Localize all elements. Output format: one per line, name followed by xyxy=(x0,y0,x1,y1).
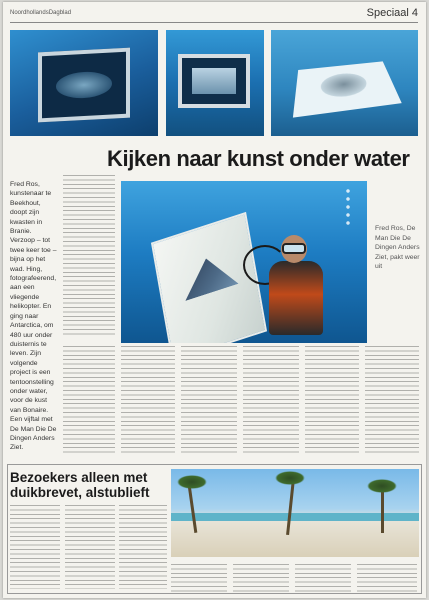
sidebar-column-3 xyxy=(119,505,167,589)
article-column-1 xyxy=(63,175,115,335)
article-intro: Fred Ros, kunstenaar te Beekhout, doopt zijn kwasten in Branie. Verzoop – tot twee keer toe – bijna op het wad. Hing, fotografeerend, aan een vliegende helikopter. En ging naar Antarctica, om 480 uur onder duisternis te leven. Zijn volgende project is een tentoonstelling onder water, voor de kust van Bonaire. Een vijftal met De Man Die De Dingen Anders Ziet. xyxy=(10,181,57,452)
palm-tree-icon xyxy=(275,471,305,485)
article-column-5 xyxy=(305,346,359,456)
article-column-3 xyxy=(181,346,237,456)
top-photo-middle xyxy=(166,30,264,136)
newspaper-page xyxy=(3,2,426,598)
top-photo-left xyxy=(10,30,158,136)
article-column-6 xyxy=(365,346,419,456)
bubbles xyxy=(345,187,351,227)
palm-tree-icon xyxy=(367,479,397,493)
masthead-paper-name: NoordhollandsDagblad xyxy=(10,10,72,16)
sidebar-column-5 xyxy=(233,564,289,594)
sidebar-column-6 xyxy=(295,564,351,594)
top-photo-right xyxy=(271,30,418,136)
diver-figure xyxy=(263,235,325,335)
article-headline: Kijken naar kunst onder water xyxy=(107,146,410,171)
palm-tree-icon xyxy=(177,475,207,489)
photo-caption: Fred Ros, De Man Die De Dingen Anders Ziet, pakt weer uit xyxy=(375,225,420,271)
sidebar-column-1 xyxy=(10,505,60,589)
sidebar-column-2 xyxy=(65,505,115,589)
section-label: Speciaal 4 xyxy=(366,7,418,19)
underwater-artwork xyxy=(38,48,130,123)
underwater-artwork xyxy=(293,61,402,117)
underwater-artwork xyxy=(178,54,250,108)
article-column-2 xyxy=(121,346,175,456)
sidebar-column-4 xyxy=(171,564,227,594)
masthead-rule xyxy=(10,22,418,23)
article-column-4 xyxy=(243,346,299,456)
beach-photo xyxy=(171,469,419,557)
main-photo-diver xyxy=(121,181,367,343)
sidebar-column-7 xyxy=(357,564,417,594)
dive-mask-icon xyxy=(282,243,306,254)
sidebar-headline: Bezoekers alleen met duikbrevet, alstublieft xyxy=(10,470,150,500)
article-column-1b xyxy=(63,346,115,456)
